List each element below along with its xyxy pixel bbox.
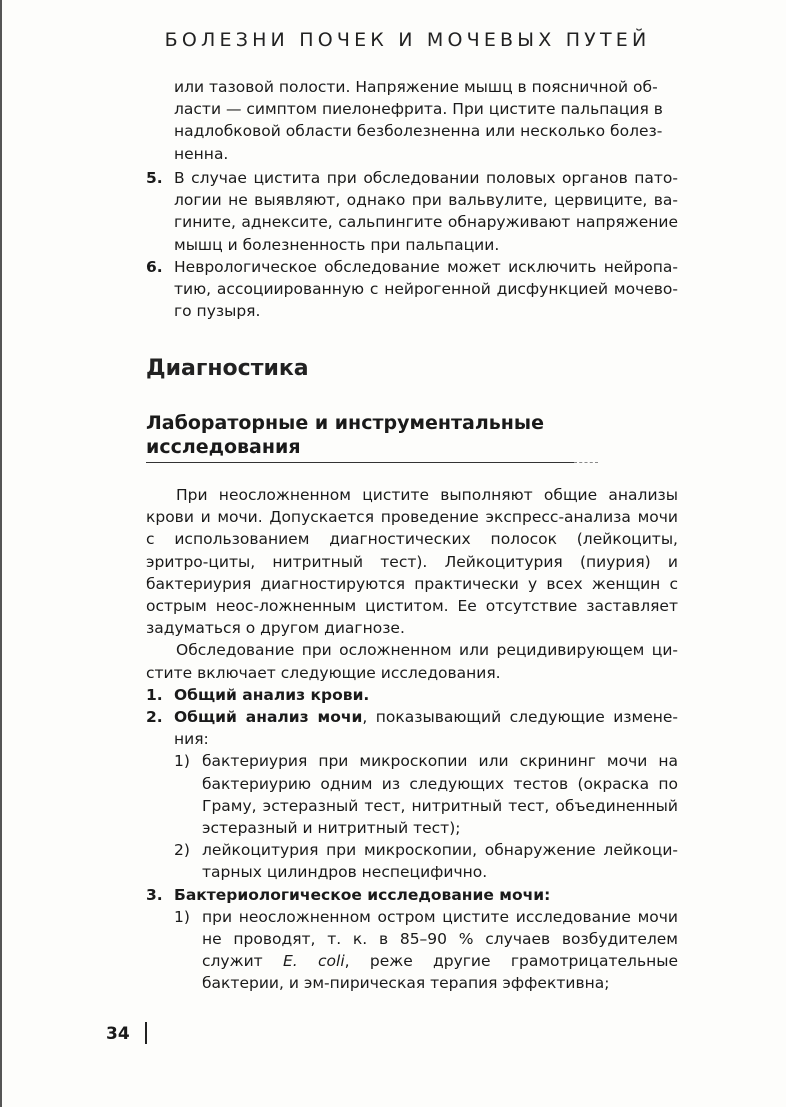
paragraph-2: Обследование при осложненном или рецидивирующем ци-стите включает следующие исследования. [146, 641, 678, 682]
heading-underline [146, 462, 574, 463]
list-item-text: , показывающий следующие измене-ния: [174, 708, 678, 749]
paragraph-1: При неосложненном цистите выполняют общие анализы крови и мочи. Допускается проведение экспресс-анализа мочи с использованием диагностических полосок (лейкоциты, эритро-циты, нитритный тест). Лейкоцитурия (пиурия) и бактериурия диагностируются практически у всех женщин с острым неос-ложненным циститом. Ее отсутствие заставляет задуматься о другом диагнозе. [146, 486, 678, 638]
sublist-item-text: , реже другие грамотрицательные бактерии, и эм-пирическая терапия эффективна; [202, 952, 679, 993]
numbered-list-exam [146, 167, 678, 322]
page-edge-shadow [0, 0, 2, 1107]
text-line: ласти — симптом пиелонефрита. При цистите пальпация в [174, 100, 663, 119]
section-heading-diagnostics: Диагностика [146, 356, 309, 381]
sublist-number: 1) [174, 907, 190, 926]
list-item-bold: Бактериологическое исследование мочи: [174, 885, 551, 904]
list-number: 5. [146, 169, 163, 187]
sublist-number: 2) [174, 841, 190, 860]
text-line: ненна. [174, 144, 229, 163]
organism-name: E. coli [282, 952, 345, 971]
sublist-item-text: при неосложненном остром цистите исследование мочи не проводят, т. к. в 85–90 % случаев возбудителем служит [202, 907, 678, 971]
list-item-6 [146, 256, 678, 323]
folio-separator [145, 1022, 147, 1044]
sublist-item-text: бактериурия при микроскопии или скрининг мочи на бактериурию одним из следующих тестов (окраска по Граму, эстеразный тест, нитритный тест, объединенный эстеразный и нитритный тест); [202, 752, 678, 838]
list-item-bold: Общий анализ крови. [174, 685, 370, 704]
sublist-item-2-1 [146, 750, 678, 839]
list-item-text: В случае цистита при обследовании половых органов пато-логии не выявляют, однако при вальвулите, цервиците, ва-гините, аднексите, сальпингите обнаруживают напряжение мышц и болезненность при пальпации. [174, 169, 678, 254]
subsection-heading-lab: Лабораторные и инструментальные исследования [146, 412, 544, 458]
list-item-2 [146, 706, 678, 750]
running-head: БОЛЕЗНИ ПОЧЕК И МОЧЕВЫХ ПУТЕЙ [164, 29, 651, 51]
list-item-5 [146, 167, 678, 256]
text-line: или тазовой полости. Напряжение мышц в поясничной об- [174, 78, 658, 96]
top-continuation [146, 76, 678, 165]
list-number: 1. [146, 685, 163, 704]
list-item-1 [146, 684, 678, 706]
sublist-item-3-1 [146, 906, 678, 995]
text-line: надлобковой области безболезненна или несколько болез- [174, 122, 663, 141]
heading-underline-tail [574, 462, 598, 464]
list-item-bold: Общий анализ мочи [174, 708, 363, 727]
list-number: 2. [146, 708, 163, 727]
sublist-item-text: лейкоцитурия при микроскопии, обнаружение лейкоци-тарных цилиндров неспецифично. [202, 841, 678, 882]
list-item-3 [146, 884, 678, 906]
sublist-number: 1) [174, 752, 190, 771]
page-number: 34 [106, 1024, 130, 1044]
list-number: 6. [146, 257, 163, 276]
sublist-item-2-2 [146, 839, 678, 883]
list-number: 3. [146, 885, 163, 904]
lab-body [146, 484, 678, 995]
list-item-text: Неврологическое обследование может исключить нейропа-тию, ассоциированную с нейрогенной дисфункцией мочево-го пузыря. [174, 257, 678, 321]
